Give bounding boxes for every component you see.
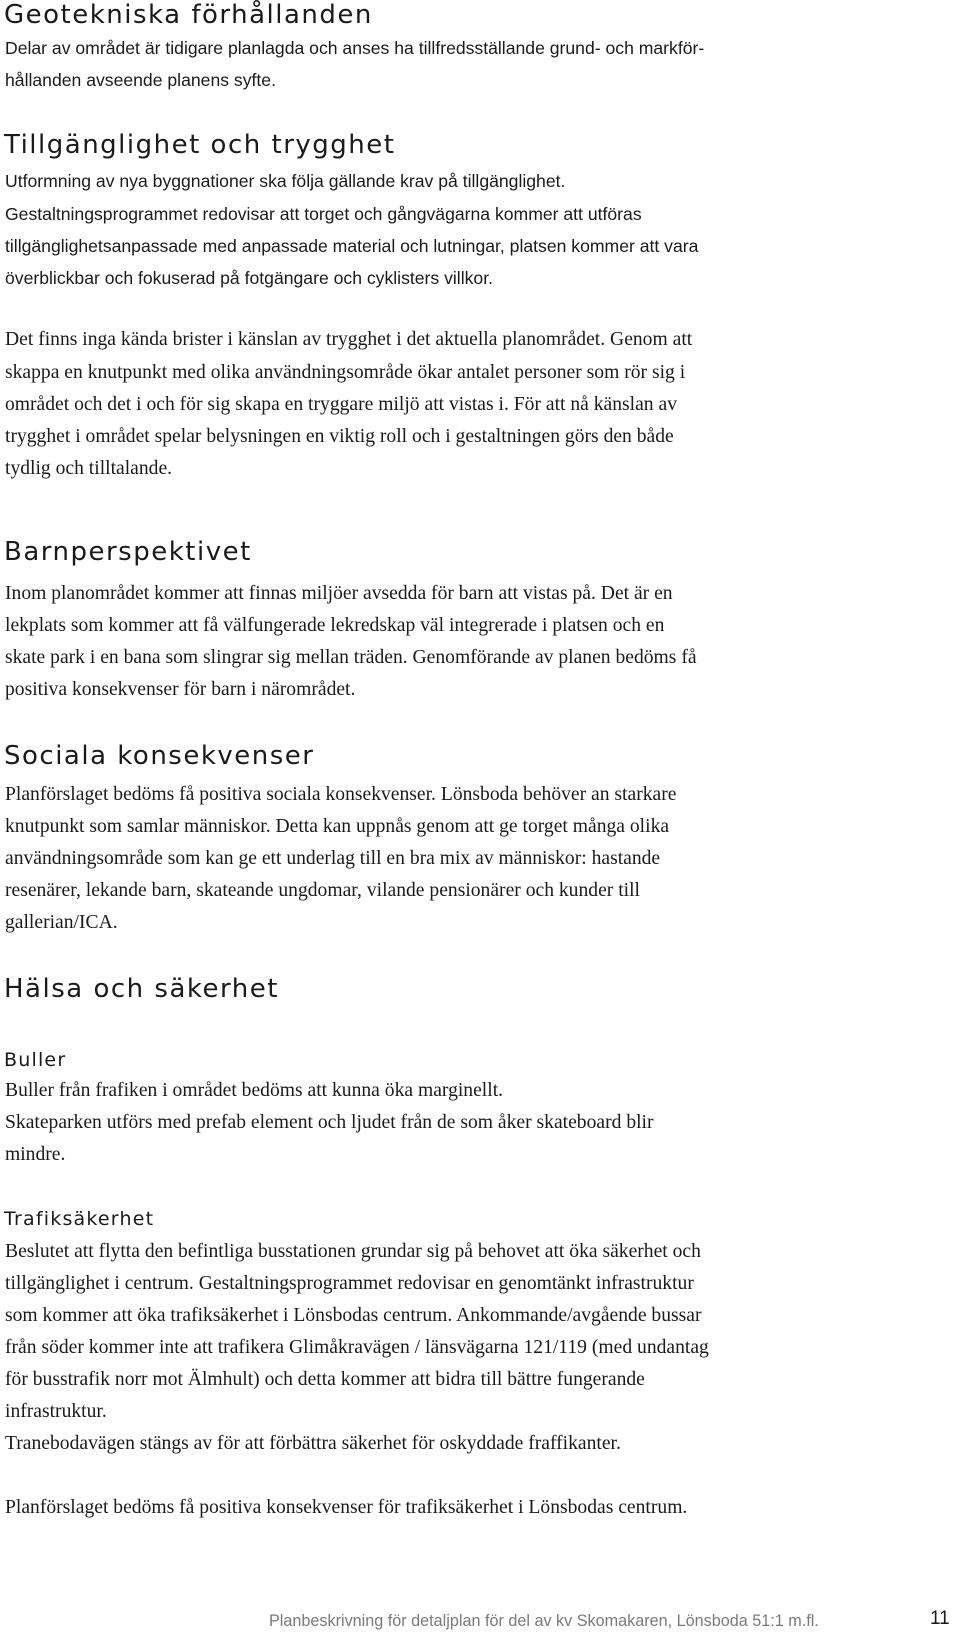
text-line: Inom planområdet kommer att finnas miljöer avsedda för barn att vistas på. Det är en: [5, 583, 673, 604]
page-footer-title: Planbeskrivning för detaljplan för del av kv Skomakaren, Lönsboda 51:1 m.fl.: [269, 1612, 819, 1630]
text-line: infrastruktur.: [5, 1401, 107, 1422]
text-line: tillgänglighetsanpassade med anpassade material och lutningar, platsen kommer att vara: [5, 236, 699, 256]
text-line: gallerian/ICA.: [5, 912, 118, 933]
text-line: för busstrafik norr mot Älmhult) och detta kommer att bidra till bättre fungerande: [5, 1369, 645, 1390]
text-line: Gestaltningsprogrammet redovisar att torget och gångvägarna kommer att utföras: [5, 204, 642, 224]
text-line: användningsområde som kan ge ett underlag till en bra mix av människor: hastande: [5, 848, 661, 869]
text-line: Tranebodavägen stängs av för att förbättra säkerhet för oskyddade fraffikanter.: [5, 1433, 621, 1454]
heading-barnperspektivet: Barnperspektivet: [4, 537, 252, 567]
subheading-buller: Buller: [4, 1049, 67, 1071]
page-number: 11: [930, 1608, 950, 1629]
text-line: området och det i och för sig skapa en tryggare miljö att vistas i. För att nå känslan av: [5, 394, 677, 415]
text-line: lekplats som kommer att få välfungerade lekredskap väl integrerade i platsen och en: [5, 615, 665, 636]
text-line: Beslutet att flytta den befintliga busstationen grundar sig på behovet att öka säkerhet och: [5, 1241, 701, 1262]
text-line: skate park i en bana som slingrar sig mellan träden. Genomförande av planen bedöms få: [5, 647, 697, 668]
text-line: tydlig och tilltalande.: [5, 458, 173, 479]
heading-geotekniska: Geotekniska förhållanden: [4, 0, 373, 30]
text-line: från söder kommer inte att trafikera Glimåkravägen / länsvägarna 121/119 (med undantag: [5, 1337, 709, 1358]
text-line: trygghet i området spelar belysningen en viktig roll och i gestaltningen görs den både: [5, 426, 674, 447]
text-line: Det finns inga kända brister i känslan av trygghet i det aktuella planområdet. Genom att: [5, 329, 693, 350]
text-line: Delar av området är tidigare planlagda och anses ha tillfredsställande grund- och markför-: [5, 38, 705, 58]
heading-halsa-och-sakerhet: Hälsa och säkerhet: [4, 974, 279, 1004]
heading-tillganglighet: Tillgänglighet och trygghet: [4, 130, 396, 160]
text-line: överblickbar och fokuserad på fotgängare och cyklisters villkor.: [5, 268, 493, 288]
text-line: som kommer att öka trafiksäkerhet i Lönsbodas centrum. Ankommande/avgående bussar: [5, 1305, 702, 1326]
subheading-trafiksakerhet: Trafiksäkerhet: [4, 1208, 155, 1230]
text-line: hållanden avseende planens syfte.: [5, 70, 276, 90]
heading-sociala-konsekvenser: Sociala konsekvenser: [4, 741, 315, 771]
text-line: Planförslaget bedöms få positiva sociala konsekvenser. Lönsboda behöver an starkare: [5, 784, 677, 805]
text-line: positiva konsekvenser för barn i närområdet.: [5, 679, 356, 700]
text-line: Skateparken utförs med prefab element och ljudet från de som åker skateboard blir: [5, 1112, 654, 1133]
text-line: Utformning av nya byggnationer ska följa gällande krav på tillgänglighet.: [5, 171, 566, 191]
text-line: Buller från frafiken i området bedöms att kunna öka marginellt.: [5, 1080, 504, 1101]
text-line: resenärer, lekande barn, skateande ungdomar, vilande pensionärer och kunder till: [5, 880, 640, 901]
conclusion-text: Planförslaget bedöms få positiva konsekvenser för trafiksäkerhet i Lönsbodas centrum.: [5, 1497, 688, 1518]
text-line: skappa en knutpunkt med olika användningsområde ökar antalet personer som rör sig i: [5, 362, 686, 383]
text-line: knutpunkt som samlar människor. Detta kan uppnås genom att ge torget många olika: [5, 816, 670, 837]
text-line: mindre.: [5, 1144, 66, 1165]
text-line: tillgänglighet i centrum. Gestaltningsprogrammet redovisar en genomtänkt infrastruktur: [5, 1273, 694, 1294]
